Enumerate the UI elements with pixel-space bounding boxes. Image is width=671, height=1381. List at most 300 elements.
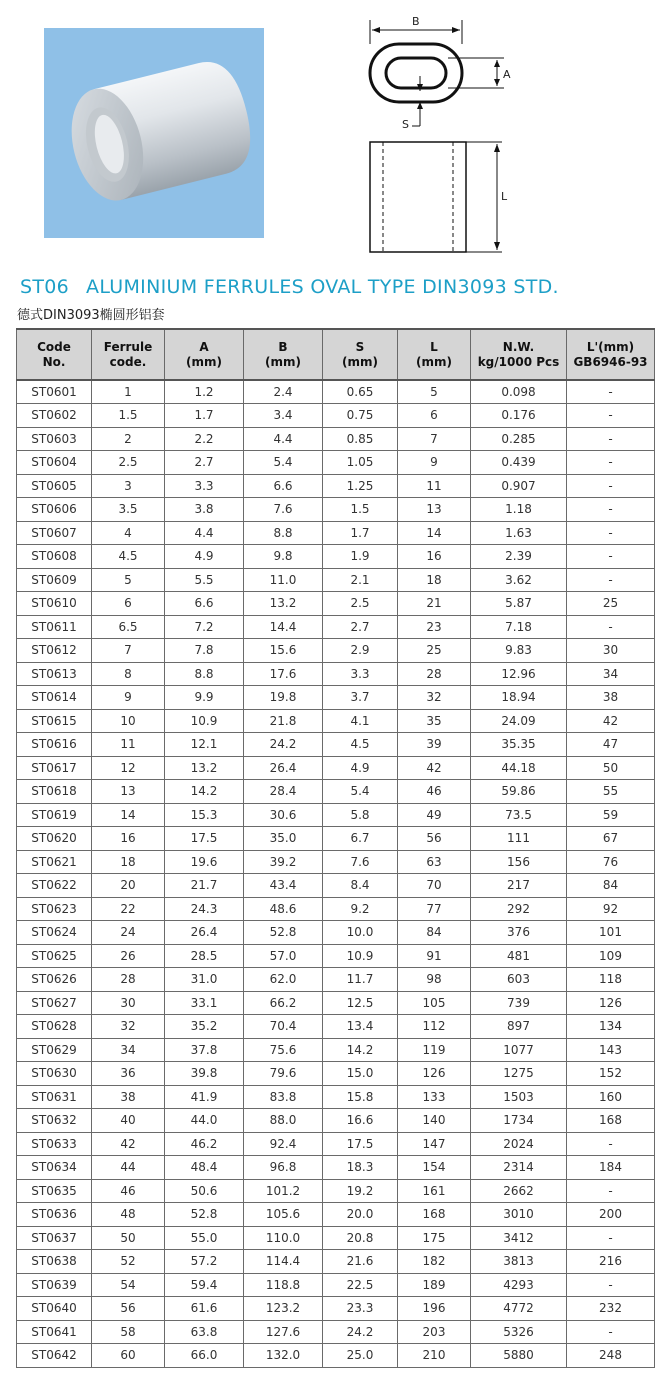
cell-s-mm: 1.25	[323, 474, 398, 498]
header-l: L (mm)	[398, 329, 471, 380]
cell-l-mm: 42	[398, 756, 471, 780]
cell-s-mm: 4.5	[323, 733, 398, 757]
cell-l-mm: 70	[398, 874, 471, 898]
cell-a-mm: 44.0	[165, 1109, 244, 1133]
cell-net-weight: 24.09	[471, 709, 567, 733]
cell-l-mm: 6	[398, 404, 471, 428]
table-row	[17, 1203, 655, 1227]
cell-net-weight: 0.285	[471, 427, 567, 451]
cell-s-mm: 13.4	[323, 1015, 398, 1039]
cell-l-mm: 39	[398, 733, 471, 757]
cell-l-prime: -	[567, 404, 655, 428]
cell-l-prime: -	[567, 451, 655, 475]
table-row	[17, 1179, 655, 1203]
cell-s-mm: 1.7	[323, 521, 398, 545]
cell-l-mm: 14	[398, 521, 471, 545]
cell-b-mm: 11.0	[244, 568, 323, 592]
cell-s-mm: 6.7	[323, 827, 398, 851]
cell-code-no: ST0609	[17, 568, 92, 592]
cell-a-mm: 28.5	[165, 944, 244, 968]
cell-net-weight: 73.5	[471, 803, 567, 827]
cell-a-mm: 2.7	[165, 451, 244, 475]
cell-code-no: ST0603	[17, 427, 92, 451]
cell-l-prime: 76	[567, 850, 655, 874]
chinese-subtitle: 德式DIN3093椭圆形铝套	[17, 308, 165, 323]
cell-b-mm: 43.4	[244, 874, 323, 898]
cell-s-mm: 4.1	[323, 709, 398, 733]
table-row	[17, 874, 655, 898]
cell-ferrule-code: 18	[92, 850, 165, 874]
cell-a-mm: 7.2	[165, 615, 244, 639]
cell-ferrule-code: 38	[92, 1085, 165, 1109]
cell-a-mm: 31.0	[165, 968, 244, 992]
cell-s-mm: 3.3	[323, 662, 398, 686]
cell-a-mm: 50.6	[165, 1179, 244, 1203]
table-row	[17, 545, 655, 569]
cell-net-weight: 2314	[471, 1156, 567, 1180]
cell-net-weight: 2662	[471, 1179, 567, 1203]
dimension-b-label: B	[412, 15, 420, 28]
cell-ferrule-code: 44	[92, 1156, 165, 1180]
cell-l-mm: 189	[398, 1273, 471, 1297]
cell-s-mm: 1.05	[323, 451, 398, 475]
cell-a-mm: 6.6	[165, 592, 244, 616]
cell-a-mm: 8.8	[165, 662, 244, 686]
cell-l-mm: 46	[398, 780, 471, 804]
cell-l-mm: 18	[398, 568, 471, 592]
cell-code-no: ST0618	[17, 780, 92, 804]
cell-l-mm: 84	[398, 921, 471, 945]
header-l-prime: L'(mm) GB6946-93	[567, 329, 655, 380]
cell-b-mm: 57.0	[244, 944, 323, 968]
cell-net-weight: 3412	[471, 1226, 567, 1250]
cell-l-prime: -	[567, 568, 655, 592]
cell-ferrule-code: 6.5	[92, 615, 165, 639]
cell-s-mm: 20.0	[323, 1203, 398, 1227]
cell-b-mm: 39.2	[244, 850, 323, 874]
cell-code-no: ST0604	[17, 451, 92, 475]
cell-net-weight: 35.35	[471, 733, 567, 757]
table-row	[17, 498, 655, 522]
table-row	[17, 850, 655, 874]
cell-l-mm: 11	[398, 474, 471, 498]
cell-b-mm: 105.6	[244, 1203, 323, 1227]
cell-code-no: ST0639	[17, 1273, 92, 1297]
cell-l-mm: 126	[398, 1062, 471, 1086]
cell-a-mm: 55.0	[165, 1226, 244, 1250]
cell-net-weight: 1077	[471, 1038, 567, 1062]
table-row	[17, 1273, 655, 1297]
cell-l-mm: 25	[398, 639, 471, 663]
table-row	[17, 1085, 655, 1109]
cell-code-no: ST0629	[17, 1038, 92, 1062]
cell-s-mm: 0.65	[323, 380, 398, 404]
dimension-l-label: L	[501, 190, 508, 203]
cell-s-mm: 3.7	[323, 686, 398, 710]
cell-net-weight: 156	[471, 850, 567, 874]
cell-b-mm: 9.8	[244, 545, 323, 569]
cell-a-mm: 61.6	[165, 1297, 244, 1321]
cell-a-mm: 10.9	[165, 709, 244, 733]
cell-s-mm: 0.85	[323, 427, 398, 451]
cell-l-prime: -	[567, 521, 655, 545]
cell-b-mm: 7.6	[244, 498, 323, 522]
cell-code-no: ST0617	[17, 756, 92, 780]
cell-b-mm: 79.6	[244, 1062, 323, 1086]
cell-l-prime: -	[567, 1320, 655, 1344]
cell-l-prime: 101	[567, 921, 655, 945]
cell-code-no: ST0631	[17, 1085, 92, 1109]
table-row	[17, 921, 655, 945]
cell-code-no: ST0641	[17, 1320, 92, 1344]
ferrule-top-view-diagram	[352, 8, 532, 138]
table-row	[17, 427, 655, 451]
cell-net-weight: 1.63	[471, 521, 567, 545]
cell-net-weight: 0.439	[471, 451, 567, 475]
cell-ferrule-code: 13	[92, 780, 165, 804]
cell-net-weight: 739	[471, 991, 567, 1015]
cell-s-mm: 7.6	[323, 850, 398, 874]
cell-b-mm: 127.6	[244, 1320, 323, 1344]
cell-s-mm: 10.9	[323, 944, 398, 968]
cell-s-mm: 0.75	[323, 404, 398, 428]
cell-b-mm: 48.6	[244, 897, 323, 921]
table-row	[17, 803, 655, 827]
cell-l-prime: -	[567, 474, 655, 498]
cell-ferrule-code: 48	[92, 1203, 165, 1227]
cell-s-mm: 2.9	[323, 639, 398, 663]
table-row	[17, 991, 655, 1015]
cell-b-mm: 62.0	[244, 968, 323, 992]
cell-l-prime: 143	[567, 1038, 655, 1062]
cell-b-mm: 110.0	[244, 1226, 323, 1250]
cell-a-mm: 4.4	[165, 521, 244, 545]
cell-l-prime: 84	[567, 874, 655, 898]
cell-l-prime: 59	[567, 803, 655, 827]
cell-a-mm: 33.1	[165, 991, 244, 1015]
cell-a-mm: 66.0	[165, 1344, 244, 1368]
cell-ferrule-code: 50	[92, 1226, 165, 1250]
cell-b-mm: 14.4	[244, 615, 323, 639]
cell-s-mm: 5.8	[323, 803, 398, 827]
cell-s-mm: 2.5	[323, 592, 398, 616]
cell-code-no: ST0611	[17, 615, 92, 639]
cell-code-no: ST0614	[17, 686, 92, 710]
cell-s-mm: 10.0	[323, 921, 398, 945]
cell-b-mm: 13.2	[244, 592, 323, 616]
cell-a-mm: 48.4	[165, 1156, 244, 1180]
cell-net-weight: 5.87	[471, 592, 567, 616]
cell-s-mm: 1.5	[323, 498, 398, 522]
table-row	[17, 451, 655, 475]
cell-a-mm: 26.4	[165, 921, 244, 945]
cell-l-mm: 182	[398, 1250, 471, 1274]
cell-code-no: ST0637	[17, 1226, 92, 1250]
cell-net-weight: 481	[471, 944, 567, 968]
cell-l-prime: 25	[567, 592, 655, 616]
cell-s-mm: 21.6	[323, 1250, 398, 1274]
cell-net-weight: 7.18	[471, 615, 567, 639]
cell-net-weight: 5326	[471, 1320, 567, 1344]
cell-code-no: ST0606	[17, 498, 92, 522]
cell-l-prime: 92	[567, 897, 655, 921]
cell-b-mm: 114.4	[244, 1250, 323, 1274]
cell-s-mm: 24.2	[323, 1320, 398, 1344]
cell-net-weight: 18.94	[471, 686, 567, 710]
cell-l-mm: 77	[398, 897, 471, 921]
cell-code-no: ST0616	[17, 733, 92, 757]
cell-l-mm: 16	[398, 545, 471, 569]
cell-a-mm: 52.8	[165, 1203, 244, 1227]
cell-ferrule-code: 30	[92, 991, 165, 1015]
table-row	[17, 1156, 655, 1180]
cell-net-weight: 376	[471, 921, 567, 945]
cell-b-mm: 4.4	[244, 427, 323, 451]
table-header-row	[17, 329, 655, 380]
cell-l-mm: 133	[398, 1085, 471, 1109]
cell-l-mm: 35	[398, 709, 471, 733]
cell-net-weight: 44.18	[471, 756, 567, 780]
cell-net-weight: 897	[471, 1015, 567, 1039]
cell-b-mm: 118.8	[244, 1273, 323, 1297]
table-row	[17, 686, 655, 710]
cell-code-no: ST0612	[17, 639, 92, 663]
cell-ferrule-code: 54	[92, 1273, 165, 1297]
cell-l-mm: 9	[398, 451, 471, 475]
cell-a-mm: 15.3	[165, 803, 244, 827]
cell-l-mm: 196	[398, 1297, 471, 1321]
cell-l-mm: 7	[398, 427, 471, 451]
cell-b-mm: 26.4	[244, 756, 323, 780]
table-row	[17, 568, 655, 592]
page-title	[20, 276, 559, 298]
table-row	[17, 380, 655, 404]
cell-s-mm: 18.3	[323, 1156, 398, 1180]
table-row	[17, 1344, 655, 1368]
cell-a-mm: 12.1	[165, 733, 244, 757]
cell-l-prime: 216	[567, 1250, 655, 1274]
cell-l-prime: 30	[567, 639, 655, 663]
cell-l-prime: -	[567, 427, 655, 451]
cell-l-mm: 210	[398, 1344, 471, 1368]
cell-s-mm: 11.7	[323, 968, 398, 992]
table-row	[17, 1297, 655, 1321]
cell-ferrule-code: 40	[92, 1109, 165, 1133]
cell-net-weight: 1734	[471, 1109, 567, 1133]
cell-ferrule-code: 20	[92, 874, 165, 898]
header-code-no: Code No.	[17, 329, 92, 380]
cell-s-mm: 17.5	[323, 1132, 398, 1156]
product-code: ST06	[20, 276, 70, 298]
cell-a-mm: 24.3	[165, 897, 244, 921]
cell-ferrule-code: 10	[92, 709, 165, 733]
cell-l-mm: 98	[398, 968, 471, 992]
cell-code-no: ST0601	[17, 380, 92, 404]
cell-ferrule-code: 32	[92, 1015, 165, 1039]
cell-a-mm: 57.2	[165, 1250, 244, 1274]
cell-b-mm: 123.2	[244, 1297, 323, 1321]
cell-b-mm: 75.6	[244, 1038, 323, 1062]
cell-net-weight: 217	[471, 874, 567, 898]
cell-ferrule-code: 28	[92, 968, 165, 992]
cell-code-no: ST0613	[17, 662, 92, 686]
cell-net-weight: 4293	[471, 1273, 567, 1297]
cell-ferrule-code: 8	[92, 662, 165, 686]
cell-net-weight: 2024	[471, 1132, 567, 1156]
table-row	[17, 780, 655, 804]
cell-l-mm: 49	[398, 803, 471, 827]
cell-s-mm: 14.2	[323, 1038, 398, 1062]
cell-code-no: ST0624	[17, 921, 92, 945]
cell-net-weight: 4772	[471, 1297, 567, 1321]
cell-net-weight: 3813	[471, 1250, 567, 1274]
cell-s-mm: 25.0	[323, 1344, 398, 1368]
cell-s-mm: 12.5	[323, 991, 398, 1015]
cell-a-mm: 41.9	[165, 1085, 244, 1109]
cell-ferrule-code: 58	[92, 1320, 165, 1344]
cell-b-mm: 19.8	[244, 686, 323, 710]
dimension-a-label: A	[503, 68, 511, 81]
cell-ferrule-code: 16	[92, 827, 165, 851]
cell-a-mm: 19.6	[165, 850, 244, 874]
cell-ferrule-code: 9	[92, 686, 165, 710]
cell-l-mm: 23	[398, 615, 471, 639]
cell-b-mm: 88.0	[244, 1109, 323, 1133]
cell-code-no: ST0610	[17, 592, 92, 616]
cell-l-mm: 13	[398, 498, 471, 522]
cell-net-weight: 59.86	[471, 780, 567, 804]
cell-l-prime: -	[567, 1132, 655, 1156]
table-row	[17, 827, 655, 851]
product-title: ALUMINIUM FERRULES OVAL TYPE DIN3093 STD.	[86, 276, 559, 298]
cell-b-mm: 3.4	[244, 404, 323, 428]
cell-l-prime: -	[567, 498, 655, 522]
cell-a-mm: 3.3	[165, 474, 244, 498]
cell-l-prime: 118	[567, 968, 655, 992]
cell-l-prime: 126	[567, 991, 655, 1015]
cell-s-mm: 16.6	[323, 1109, 398, 1133]
cell-net-weight: 1275	[471, 1062, 567, 1086]
header-net-weight: N.W. kg/1000 Pcs	[471, 329, 567, 380]
header-ferrule-code: Ferrule code.	[92, 329, 165, 380]
cell-b-mm: 83.8	[244, 1085, 323, 1109]
cell-ferrule-code: 34	[92, 1038, 165, 1062]
cell-ferrule-code: 4	[92, 521, 165, 545]
cell-s-mm: 2.1	[323, 568, 398, 592]
cell-l-prime: 200	[567, 1203, 655, 1227]
cell-l-prime: 160	[567, 1085, 655, 1109]
cell-code-no: ST0632	[17, 1109, 92, 1133]
cell-s-mm: 15.8	[323, 1085, 398, 1109]
cell-code-no: ST0615	[17, 709, 92, 733]
specification-table	[16, 328, 655, 1368]
cell-b-mm: 15.6	[244, 639, 323, 663]
table-row	[17, 615, 655, 639]
table-row	[17, 1109, 655, 1133]
cell-s-mm: 9.2	[323, 897, 398, 921]
cell-l-prime: 38	[567, 686, 655, 710]
cell-ferrule-code: 12	[92, 756, 165, 780]
table-row	[17, 1015, 655, 1039]
cell-b-mm: 101.2	[244, 1179, 323, 1203]
cell-l-prime: 34	[567, 662, 655, 686]
cell-code-no: ST0623	[17, 897, 92, 921]
cell-l-mm: 28	[398, 662, 471, 686]
cell-ferrule-code: 56	[92, 1297, 165, 1321]
table-body	[17, 380, 655, 1367]
cell-code-no: ST0638	[17, 1250, 92, 1274]
cell-a-mm: 59.4	[165, 1273, 244, 1297]
cell-a-mm: 1.7	[165, 404, 244, 428]
ferrule-side-view-diagram	[352, 130, 532, 260]
cell-ferrule-code: 14	[92, 803, 165, 827]
table-row	[17, 1062, 655, 1086]
cell-ferrule-code: 4.5	[92, 545, 165, 569]
cell-l-prime: 67	[567, 827, 655, 851]
cell-a-mm: 9.9	[165, 686, 244, 710]
table-row	[17, 897, 655, 921]
cell-ferrule-code: 1	[92, 380, 165, 404]
cell-code-no: ST0627	[17, 991, 92, 1015]
table-row	[17, 1226, 655, 1250]
cell-l-mm: 175	[398, 1226, 471, 1250]
cell-l-mm: 119	[398, 1038, 471, 1062]
cell-net-weight: 12.96	[471, 662, 567, 686]
cell-l-prime: 42	[567, 709, 655, 733]
header-b: B (mm)	[244, 329, 323, 380]
cell-a-mm: 37.8	[165, 1038, 244, 1062]
cell-b-mm: 8.8	[244, 521, 323, 545]
cell-b-mm: 21.8	[244, 709, 323, 733]
table-row	[17, 521, 655, 545]
cell-code-no: ST0633	[17, 1132, 92, 1156]
cell-ferrule-code: 36	[92, 1062, 165, 1086]
cell-ferrule-code: 1.5	[92, 404, 165, 428]
cell-a-mm: 21.7	[165, 874, 244, 898]
table-row	[17, 756, 655, 780]
cell-l-prime: 248	[567, 1344, 655, 1368]
cell-ferrule-code: 3	[92, 474, 165, 498]
cell-ferrule-code: 3.5	[92, 498, 165, 522]
cell-code-no: ST0620	[17, 827, 92, 851]
cell-s-mm: 2.7	[323, 615, 398, 639]
cell-b-mm: 35.0	[244, 827, 323, 851]
header-a: A (mm)	[165, 329, 244, 380]
cell-s-mm: 8.4	[323, 874, 398, 898]
cell-net-weight: 0.907	[471, 474, 567, 498]
cell-l-mm: 5	[398, 380, 471, 404]
cell-code-no: ST0628	[17, 1015, 92, 1039]
cell-net-weight: 3010	[471, 1203, 567, 1227]
cell-l-mm: 21	[398, 592, 471, 616]
cell-l-mm: 154	[398, 1156, 471, 1180]
header-s: S (mm)	[323, 329, 398, 380]
cell-a-mm: 5.5	[165, 568, 244, 592]
cell-l-mm: 105	[398, 991, 471, 1015]
table-row	[17, 709, 655, 733]
table-row	[17, 404, 655, 428]
cell-net-weight: 0.098	[471, 380, 567, 404]
cell-a-mm: 39.8	[165, 1062, 244, 1086]
cell-l-mm: 32	[398, 686, 471, 710]
cell-b-mm: 70.4	[244, 1015, 323, 1039]
cell-l-mm: 161	[398, 1179, 471, 1203]
cell-b-mm: 24.2	[244, 733, 323, 757]
cell-s-mm: 20.8	[323, 1226, 398, 1250]
cell-code-no: ST0619	[17, 803, 92, 827]
cell-net-weight: 0.176	[471, 404, 567, 428]
cell-l-prime: -	[567, 1226, 655, 1250]
